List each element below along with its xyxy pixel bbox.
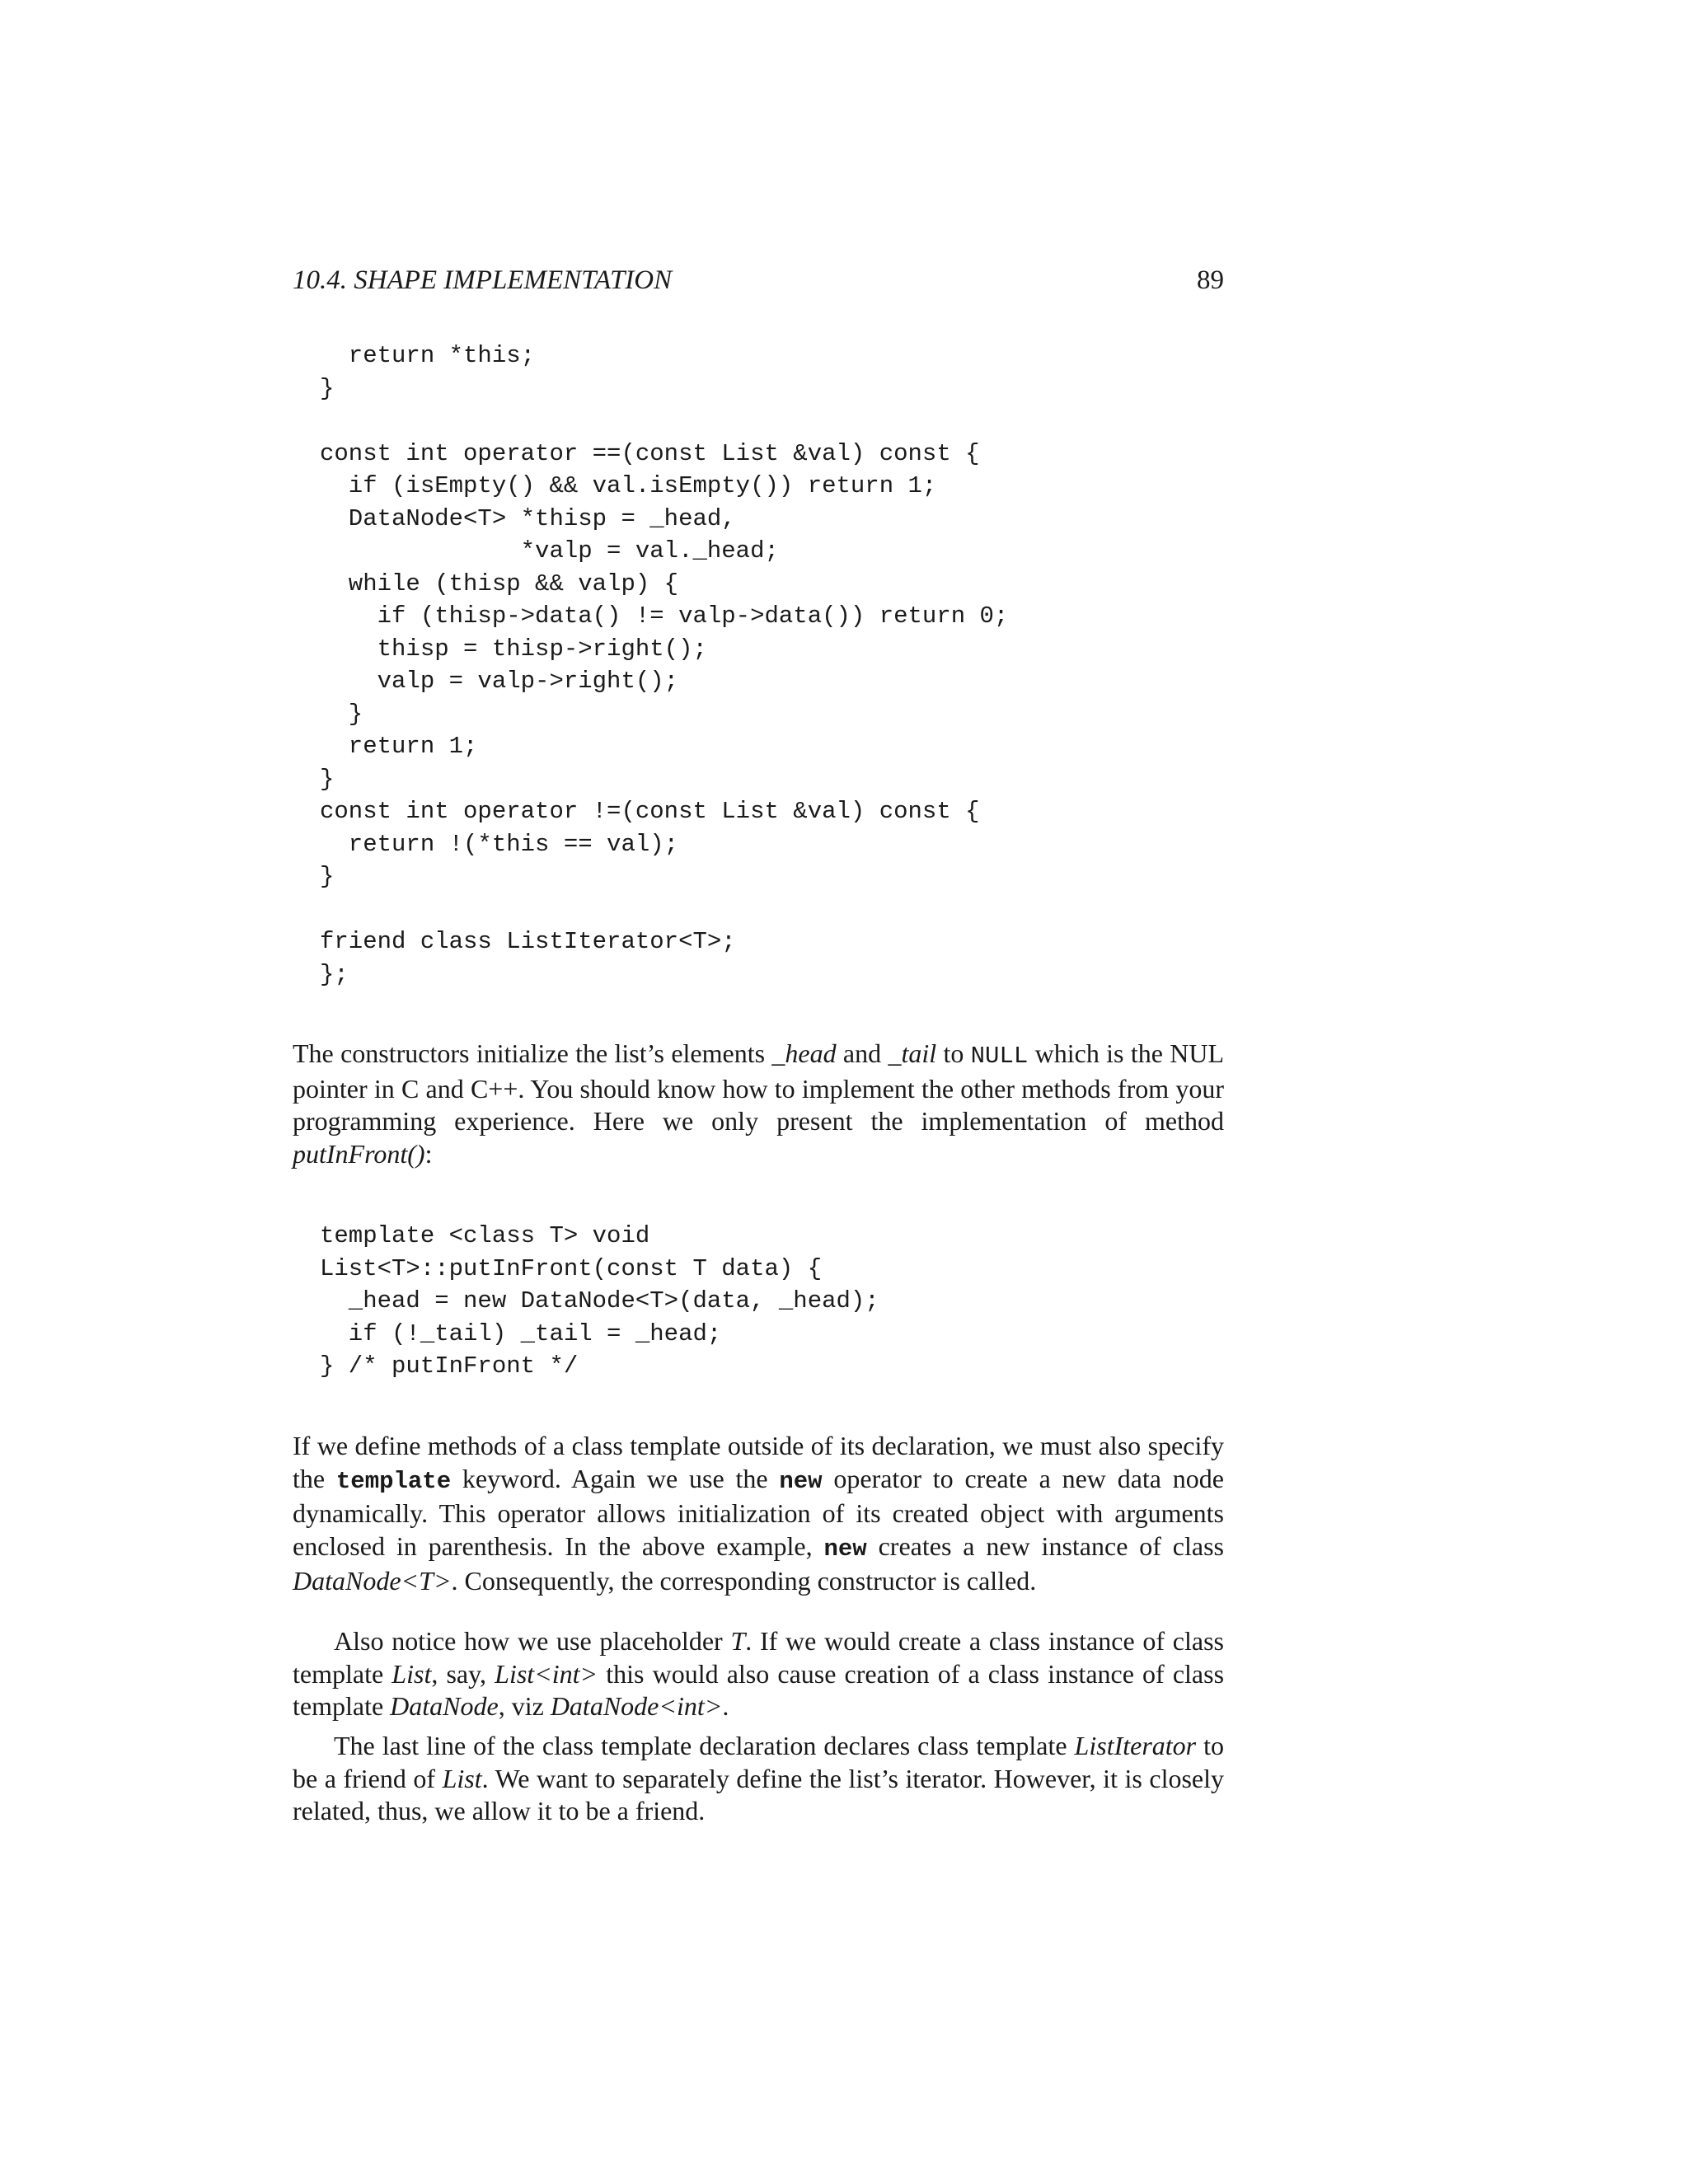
- text-run: . We want to separately define the list’s iterator. However, it is closely related, thus, we allow it to be a friend.: [293, 1763, 1225, 1825]
- paragraph-constructors: [293, 1038, 1224, 1170]
- code-line: while (thisp && valp) {: [320, 569, 679, 598]
- code-line: valp = valp->right();: [320, 668, 679, 695]
- placeholder-t: T: [730, 1626, 746, 1656]
- text-run: :: [424, 1138, 433, 1169]
- text-run: to: [936, 1038, 971, 1068]
- code-line: if (!_tail) _tail = _head;: [320, 1319, 722, 1347]
- keyword-new: new: [823, 1535, 867, 1563]
- code-line: [320, 893, 1008, 926]
- code-line: *valp = val._head;: [320, 537, 779, 565]
- code-line: const int operator !=(const List &val) const {: [320, 798, 980, 825]
- identifier-tail: _tail: [888, 1038, 937, 1068]
- text-run: this would also cause creation of a class instance of class template: [293, 1658, 1225, 1721]
- code-line: thisp = thisp->right();: [320, 635, 707, 663]
- class-list-int: List<int>: [495, 1658, 598, 1689]
- code-line: return !(*this == val);: [320, 830, 679, 858]
- code-line: template <class T> void: [320, 1222, 650, 1249]
- method-putinfront: putInFront(): [293, 1138, 425, 1169]
- class-listiterator: ListIterator: [1074, 1731, 1197, 1760]
- code-line: }: [320, 374, 335, 402]
- running-head: [293, 262, 1224, 298]
- text-run: , say,: [431, 1658, 495, 1689]
- code-line: _head = new DataNode<T>(data, _head);: [320, 1287, 879, 1315]
- code-line: DataNode<T> *thisp = _head,: [320, 504, 736, 532]
- code-line: [320, 405, 1008, 438]
- text-run: The constructors initialize the list’s elements: [293, 1038, 772, 1068]
- text-run: The last line of the class template declaration declares class template: [334, 1731, 1075, 1760]
- code-line: } /* putInFront */: [320, 1352, 579, 1380]
- page-number: 89: [1197, 265, 1224, 295]
- text-run: .: [722, 1691, 729, 1721]
- paragraph-placeholder: [293, 1625, 1224, 1723]
- text-run: and: [836, 1038, 889, 1068]
- section-title: 10.4. SHAPE IMPLEMENTATION: [293, 265, 673, 295]
- class-datanode: DataNode: [390, 1691, 499, 1721]
- code-line: friend class ListIterator<T>;: [320, 928, 736, 955]
- code-line: };: [320, 960, 349, 988]
- code-line: const int operator ==(const List &val) const {: [320, 439, 980, 467]
- code-line: if (isEmpty() && val.isEmpty()) return 1;: [320, 472, 937, 499]
- class-list: List: [442, 1763, 482, 1793]
- code-line: return 1;: [320, 733, 478, 760]
- text-run: . Consequently, the corresponding constructor is called.: [451, 1566, 1037, 1596]
- code-block-list-operators: [320, 340, 1008, 991]
- class-list: List: [392, 1658, 432, 1689]
- text-run: , viz: [498, 1691, 551, 1721]
- keyword-null: NULL: [970, 1043, 1029, 1070]
- code-line: }: [320, 863, 335, 890]
- code-line: return *this;: [320, 342, 536, 369]
- identifier-head: _head: [771, 1038, 837, 1068]
- code-line: List<T>::putInFront(const T data) {: [320, 1254, 823, 1282]
- text-run: which is the NUL pointer in C and C++. You should know how to implement the other methods from your programming experience. Here we only present the implementation of method: [293, 1038, 1224, 1136]
- text-run: to be a friend of: [293, 1731, 1225, 1793]
- keyword-template: template: [335, 1467, 452, 1495]
- text-run: keyword. Again we use the: [451, 1463, 780, 1493]
- text-run: Also notice how we use placeholder: [334, 1626, 731, 1656]
- code-block-putinfront: [320, 1220, 879, 1383]
- code-line: }: [320, 700, 363, 728]
- text-run: If we define methods of a class template outside of its declaration, we must also specify the: [293, 1431, 1224, 1493]
- class-datanode-t: DataNode<T>: [293, 1566, 452, 1596]
- code-line: if (thisp->data() != valp->data()) return 0;: [320, 602, 1009, 630]
- paragraph-friend-iterator: [293, 1730, 1224, 1828]
- code-line: }: [320, 765, 335, 793]
- text-run: . If we would create a class instance of class template: [293, 1626, 1225, 1689]
- text-run: operator to create a new data node dynamically. This operator allows initialization of its created object with arguments enclosed in parenthesis. In the above example,: [293, 1463, 1225, 1561]
- class-datanode-int: DataNode<int>: [550, 1691, 723, 1721]
- paragraph-template-methods: [293, 1430, 1224, 1598]
- text-run: creates a new instance of class: [866, 1530, 1225, 1561]
- keyword-new: new: [779, 1467, 823, 1495]
